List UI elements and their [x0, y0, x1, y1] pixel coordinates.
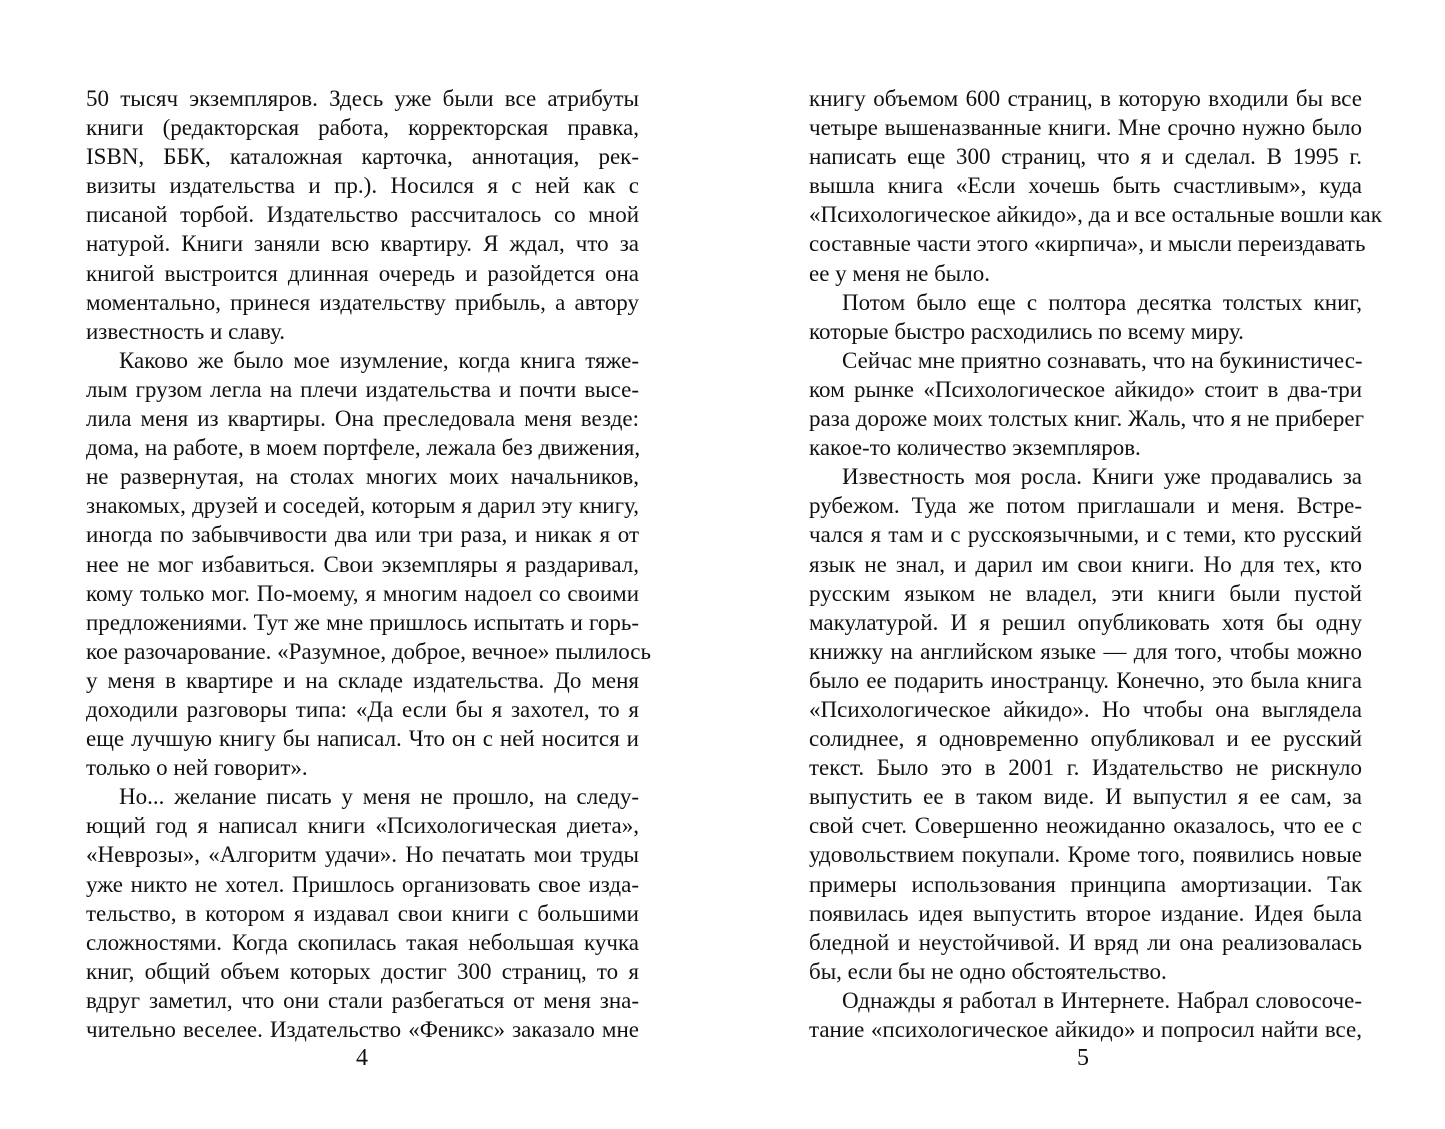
text-line: бы, если бы не одно обстоятельство.	[809, 958, 1167, 984]
text-line: известность и славу.	[86, 318, 286, 344]
text-line: составные части этого «кирпича», и мысли переиздавать	[809, 231, 1366, 257]
text-line: «Неврозы», «Алгоритм удачи». Но печатать мои труды	[86, 842, 639, 868]
paragraph-start-line: Известность моя росла. Книги уже продавались за	[842, 464, 1362, 490]
text-line: иногда по забывчивости два или три раза, и никак я от	[86, 522, 639, 548]
page-number-left: 4	[356, 1045, 368, 1071]
text-line: лым грузом легла на плечи издательства и почти высе-	[86, 376, 639, 402]
text-line: писаной торбой. Издательство рассчиталось со мной	[86, 202, 639, 228]
text-line: дома, на работе, в моем портфеле, лежала без движения,	[86, 435, 641, 461]
text-line: книжку на английском языке — для того, чтобы можно	[809, 638, 1362, 664]
text-line: ее у меня не было.	[809, 260, 990, 286]
left-page-text	[86, 84, 651, 1044]
text-line: не развернутая, на столах многих моих начальников,	[86, 464, 639, 490]
text-line: которые быстро расходились по всему миру.	[809, 318, 1244, 344]
text-line: вышла книга «Если хочешь быть счастливым», куда	[809, 173, 1362, 199]
page-number-right: 5	[1077, 1045, 1089, 1071]
text-line: ком рынке «Психологическое айкидо» стоит в два-три	[809, 376, 1362, 402]
text-line: книгой выстроится длинная очередь и разойдется она	[86, 260, 639, 286]
paragraph-start-line: Однажды я работал в Интернете. Набрал словосоче-	[842, 987, 1362, 1013]
text-line: солиднее, я одновременно опубликовал и ее русский	[809, 726, 1362, 752]
text-line: какое-то количество экземпляров.	[809, 435, 1141, 461]
text-line: свой счет. Совершенно неожиданно оказалось, что ее с	[809, 813, 1362, 839]
text-line: моментально, принеся издательству прибыль, а автору	[86, 289, 639, 315]
text-line: удовольствием покупали. Кроме того, появились новые	[809, 842, 1362, 868]
text-line: книги (редакторская работа, корректорская правка,	[86, 115, 639, 141]
text-line: ISBN, ББК, каталожная карточка, аннотация, рек-	[86, 144, 639, 170]
text-line: тельство, в котором я издавал свои книги с большими	[86, 900, 639, 926]
text-line: вдруг заметил, что они стали разбегаться от меня зна-	[86, 987, 639, 1013]
text-line: было ее подарить иностранцу. Конечно, это была книга	[809, 667, 1362, 693]
text-line: 50 тысяч экземпляров. Здесь уже были все атрибуты	[86, 86, 639, 111]
text-line: четыре вышеназванные книги. Мне срочно нужно было	[809, 115, 1362, 141]
paragraph-start-line: Потом было еще с полтора десятка толстых книг,	[842, 289, 1362, 315]
text-line: текст. Было это в 2001 г. Издательство не рискнуло	[809, 755, 1362, 781]
text-line: натурой. Книги заняли всю квартиру. Я ждал, что за	[86, 231, 639, 257]
text-line: визиты издательства и пр.). Носился я с ней как с	[86, 173, 639, 199]
text-line: лила меня из квартиры. Она преследовала меня везде:	[86, 406, 639, 432]
text-line: раза дороже моих толстых книг. Жаль, что я не приберег	[809, 406, 1364, 432]
paragraph-start-line: Но... желание писать у меня не прошло, на следу-	[119, 784, 639, 810]
text-line: русским языком не владел, эти книги были пустой	[809, 580, 1362, 606]
text-line: кому только мог. По-моему, я многим надоел со своими	[86, 580, 639, 606]
text-line: чался я там и с русскоязычными, и с теми, кто русский	[809, 522, 1362, 548]
text-line: выпустить ее в таком виде. И выпустил я ее сам, за	[809, 784, 1362, 810]
text-line: макулатурой. И я решил опубликовать хотя бы одну	[809, 609, 1362, 635]
text-line: кое разочарование. «Разумное, доброе, вечное» пылилось	[86, 638, 651, 664]
text-line: ющий год я написал книги «Психологическая диета»,	[86, 813, 639, 839]
text-line: доходили разговоры типа: «Да если бы я захотел, то я	[86, 696, 639, 722]
text-line: предложениями. Тут же мне пришлось испытать и горь-	[86, 609, 639, 635]
text-line: уже никто не хотел. Пришлось организовать свое изда-	[86, 871, 639, 897]
text-line: книг, общий объем которых достиг 300 страниц, то я	[86, 958, 639, 984]
text-line: у меня в квартире и на складе издательства. До меня	[86, 667, 639, 693]
text-line: рубежом. Туда же потом приглашали и меня. Встре-	[809, 493, 1362, 519]
text-line: нее не мог избавиться. Свои экземпляры я раздаривал,	[86, 551, 639, 577]
text-line: написать еще 300 страниц, что я и сделал. В 1995 г.	[809, 144, 1362, 170]
text-line: примеры использования принципа амортизации. Так	[809, 871, 1362, 897]
right-page-text	[809, 84, 1382, 1044]
text-line: сложностями. Когда скопилась такая небольшая кучка	[86, 929, 639, 955]
text-line: чительно веселее. Издательство «Феникс» заказало мне	[86, 1017, 639, 1042]
text-line: бледной и неустойчивой. И вряд ли она реализовалась	[809, 929, 1362, 955]
text-line: появилась идея выпустить второе издание. Идея была	[809, 900, 1362, 926]
paragraph-start-line: Сейчас мне приятно сознавать, что на букинистичес-	[842, 347, 1363, 373]
text-line: книгу объемом 600 страниц, в которую входили бы все	[809, 86, 1362, 111]
text-line: еще лучшую книгу бы написал. Что он с ней носится и	[86, 726, 639, 752]
text-line: только о ней говорит».	[86, 755, 308, 781]
text-line: знакомых, друзей и соседей, которым я дарил эту книгу,	[86, 493, 639, 519]
paragraph-start-line: Каково же было мое изумление, когда книга тяже-	[119, 347, 639, 373]
text-line: «Психологическое айкидо». Но чтобы она выглядела	[809, 696, 1362, 722]
text-line: язык не знал, и дарил им свои книги. Но для тех, кто	[809, 551, 1362, 577]
text-line: тание «психологическое айкидо» и попросил найти все,	[809, 1017, 1362, 1042]
text-line: «Психологическое айкидо», да и все остальные вошли как	[809, 202, 1382, 228]
